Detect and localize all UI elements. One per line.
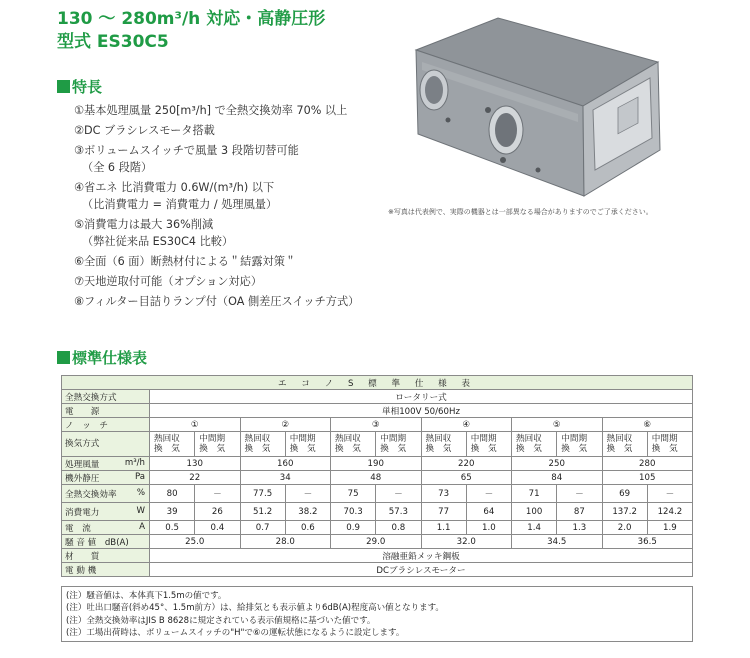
- cell: 38.2: [285, 503, 330, 521]
- cell: 1.9: [647, 521, 692, 535]
- cell: DCブラシレスモーター: [150, 563, 693, 577]
- feature-item: ②DC ブラシレスモータ搭載: [74, 124, 215, 137]
- cell: 0.5: [150, 521, 195, 535]
- cell: 70.3: [331, 503, 376, 521]
- feature-item: ①基本処理風量 250[m³/h] で全熱交換効率 70% 以上: [74, 104, 348, 117]
- features-heading-label: 特長: [72, 78, 103, 96]
- cell: 73: [421, 485, 466, 503]
- cell: 溶融亜鉛メッキ鋼板: [150, 549, 693, 563]
- note-line: (注）工場出荷時は、ボリュームスイッチの"H"で⑥の運転状態になるように設定します。: [66, 628, 405, 639]
- mode-cell: 中間期 換 気: [376, 432, 421, 457]
- mode-cell: 中間期 換 気: [466, 432, 511, 457]
- cell: 2.0: [602, 521, 647, 535]
- cell: 190: [331, 457, 422, 471]
- cell: 124.2: [647, 503, 692, 521]
- feature-item-cont: （弊社従来品 ES30C4 比較）: [82, 235, 234, 248]
- cell: －: [285, 485, 330, 503]
- mode-cell: 熱回収 換 気: [240, 432, 285, 457]
- cell: 0.6: [285, 521, 330, 535]
- cell: 1.3: [557, 521, 602, 535]
- cell: 1.4: [512, 521, 557, 535]
- cell: 280: [602, 457, 693, 471]
- cell: 75: [331, 485, 376, 503]
- cell: －: [557, 485, 602, 503]
- spec-table: [61, 375, 693, 577]
- row-label: 電 動 機: [62, 563, 150, 577]
- row-label: 処理風量 m³/h: [62, 457, 150, 471]
- cell: 48: [331, 471, 422, 485]
- cell: 87: [557, 503, 602, 521]
- notch-cell: ①: [150, 418, 241, 432]
- features-heading: [57, 76, 102, 97]
- row-label: 電 流 A: [62, 521, 150, 535]
- feature-item: ⑤消費電力は最大 36%削減: [74, 218, 214, 231]
- note-line: (注）騒音値は、本体真下1.5mの値です。: [66, 591, 227, 601]
- cell: 36.5: [602, 535, 693, 549]
- cell: －: [466, 485, 511, 503]
- cell: 0.7: [240, 521, 285, 535]
- feature-item: ④省エネ 比消費電力 0.6W/(m³/h) 以下: [74, 181, 275, 194]
- cell: 0.4: [195, 521, 240, 535]
- cell: 64: [466, 503, 511, 521]
- product-photo: [388, 10, 668, 206]
- note-line: (注）吐出口騒音(斜め45°、1.5m前方）は、給排気とも表示値より6dB(A)程度高い値となります。: [66, 603, 444, 614]
- cell: 57.3: [376, 503, 421, 521]
- notch-cell: ④: [421, 418, 512, 432]
- row-label: 材 質: [62, 549, 150, 563]
- cell: 69: [602, 485, 647, 503]
- note-line: (注）全熱交換効率はJIS B 8628に規定されている表示値規格に基づいた値です。: [66, 615, 376, 626]
- feature-item: ⑦天地逆取付可能（オプション対応）: [74, 275, 263, 288]
- row-label: 機外静圧 Pa: [62, 471, 150, 485]
- cell: 80: [150, 485, 195, 503]
- mode-cell: 熱回収 換 気: [150, 432, 195, 457]
- feature-item: ⑥全面（6 面）断熱材付による＂結露対策＂: [74, 255, 297, 268]
- notes-box: [61, 586, 693, 642]
- cell: 28.0: [240, 535, 331, 549]
- cell: ロータリー式: [150, 390, 693, 404]
- mode-cell: 中間期 換 気: [647, 432, 692, 457]
- table-title: エ コ ノ S 標 準 仕 様 表: [62, 376, 693, 390]
- cell: 34: [240, 471, 331, 485]
- photo-disclaimer: ※写真は代表例で、実際の機器とは一部異なる場合がありますのでご了承ください。: [388, 208, 653, 216]
- cell: 25.0: [150, 535, 241, 549]
- feature-item-cont: （全 6 段階）: [82, 161, 153, 174]
- cell: －: [376, 485, 421, 503]
- row-label: 電 源: [62, 404, 150, 418]
- cell: 0.9: [331, 521, 376, 535]
- product-range-title: 130 ～ 280m³/h 対応・高静圧形: [57, 9, 326, 29]
- cell: 65: [421, 471, 512, 485]
- square-bullet-icon: [57, 351, 70, 364]
- notch-cell: ②: [240, 418, 331, 432]
- spec-heading-label: 標準仕様表: [72, 349, 148, 367]
- mode-cell: 中間期 換 気: [557, 432, 602, 457]
- row-label: ノ ッ チ: [62, 418, 150, 432]
- row-label: 全熱交換方式: [62, 390, 150, 404]
- mode-cell: 熱回収 換 気: [331, 432, 376, 457]
- notch-cell: ⑤: [512, 418, 603, 432]
- cell: －: [195, 485, 240, 503]
- row-label: 換気方式: [62, 432, 150, 457]
- cell: 26: [195, 503, 240, 521]
- cell: 160: [240, 457, 331, 471]
- cell: 100: [512, 503, 557, 521]
- row-label: 全熱交換効率 %: [62, 485, 150, 503]
- cell: 22: [150, 471, 241, 485]
- cell: 29.0: [331, 535, 422, 549]
- cell: 34.5: [512, 535, 603, 549]
- row-label: 消費電力 W: [62, 503, 150, 521]
- feature-item-cont: （比消費電力 = 消費電力 / 処理風量）: [82, 198, 278, 211]
- feature-item: ⑧フィルター目詰りランプ付（OA 側差圧スイッチ方式）: [74, 295, 360, 308]
- mode-cell: 熱回収 換 気: [512, 432, 557, 457]
- cell: 0.8: [376, 521, 421, 535]
- notch-cell: ③: [331, 418, 422, 432]
- cell: 51.2: [240, 503, 285, 521]
- cell: 32.0: [421, 535, 512, 549]
- cell: 250: [512, 457, 603, 471]
- cell: 137.2: [602, 503, 647, 521]
- feature-item: ③ボリュームスイッチで風量 3 段階切替可能: [74, 144, 299, 157]
- mode-cell: 熱回収 換 気: [602, 432, 647, 457]
- cell: 220: [421, 457, 512, 471]
- mode-cell: 熱回収 換 気: [421, 432, 466, 457]
- mode-cell: 中間期 換 気: [195, 432, 240, 457]
- model-title: 型式 ES30C5: [57, 32, 169, 52]
- cell: 39: [150, 503, 195, 521]
- cell: 1.1: [421, 521, 466, 535]
- cell: －: [647, 485, 692, 503]
- square-bullet-icon: [57, 80, 70, 93]
- feature-list: [74, 102, 359, 310]
- cell: 84: [512, 471, 603, 485]
- cell: 130: [150, 457, 241, 471]
- cell: 71: [512, 485, 557, 503]
- spec-heading: [57, 347, 147, 368]
- cell: 77: [421, 503, 466, 521]
- cell: 1.0: [466, 521, 511, 535]
- mode-cell: 中間期 換 気: [285, 432, 330, 457]
- cell: 単相100V 50/60Hz: [150, 404, 693, 418]
- cell: 105: [602, 471, 693, 485]
- row-label: 騒 音 値 dB(A): [62, 535, 150, 549]
- notch-cell: ⑥: [602, 418, 693, 432]
- cell: 77.5: [240, 485, 285, 503]
